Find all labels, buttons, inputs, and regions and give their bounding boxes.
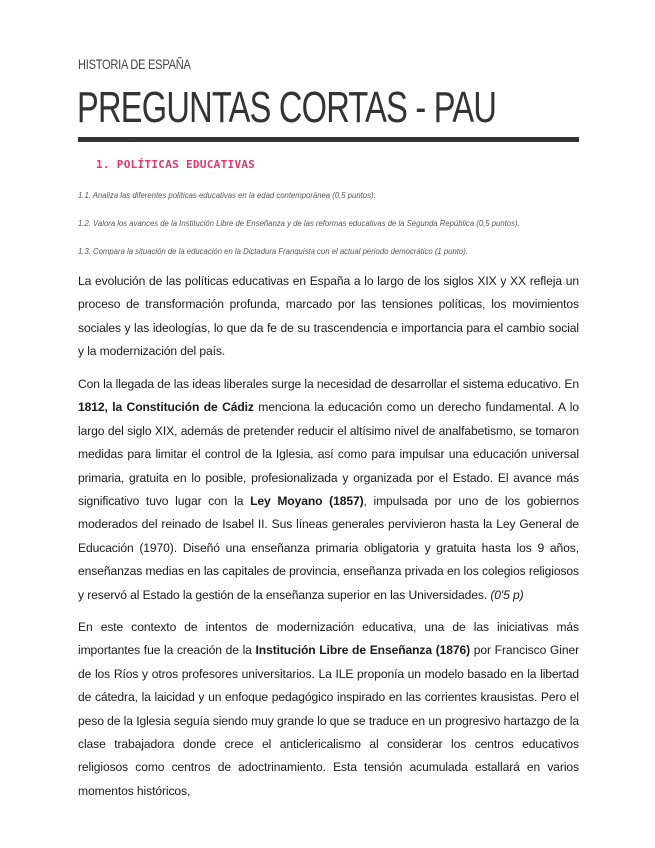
question-item: 1.3. Compara la situación de la educación en la Dictadura Franquista con el actual periodo democrático (1 punto).	[78, 246, 468, 256]
paragraph-ile	[78, 616, 579, 803]
paragraph-liberal-reforms	[78, 373, 579, 607]
bold-term: Institución Libre de Enseñanza (1876)	[255, 643, 471, 658]
paragraph-text: menciona la educación como un derecho fundamental. A lo largo del siglo XIX, además de pretender reducir el altísimo nivel de analfabetismo, se tomaron medidas para limitar el control de la Iglesia, así como para impulsar una educación universal primaria, gratuita en lo posible, profesionalizada y organizada por el Estado. El avance más significativo tuvo lugar con la	[78, 400, 579, 509]
title-divider	[78, 137, 579, 142]
bold-term: Ley Moyano (1857)	[250, 494, 364, 509]
paragraph-text: , impulsada por uno de los gobiernos moderados del reinado de Isabel II. Sus líneas generales pervivieron hasta la Ley General de Educación (1970). Diseñó una enseñanza primaria obligatoria y gratuita hasta los 9 años, enseñanzas medias en las capitales de provincia, enseñanza privada en los colegios religiosos y reservó al Estado la gestión de la enseñanza superior en las Universidades.	[78, 494, 580, 602]
bold-term: 1812, la Constitución de Cádiz	[78, 400, 254, 415]
question-item: 1.2. Valora los avances de la Institución Libre de Enseñanza y de las reformas educativas de la Segunda República (0,5 puntos).	[78, 218, 520, 228]
paragraph-text: En este contexto de intentos de modernización educativa, una de las iniciativas más importantes fue la creación de la	[78, 620, 579, 658]
paragraph-text: por Francisco Giner de los Ríos y otros profesores universitarios. La ILE proponía un modelo basado en la libertad de cátedra, la laicidad y un enfoque pedagógico inspirado en las corrientes krausistas. Pero el peso de la Iglesia seguía siendo muy grande lo que se traduce en un progresivo hartazgo de la clase trabajadora donde crece el anticlericalismo al considerar los centros educativos religiosos como centros de adoctrinamiento. Esta tensión acumulada estallará en varios momentos históricos,	[78, 643, 579, 798]
subject-label: HISTORIA DE ESPAÑA	[78, 57, 191, 72]
paragraph-intro: La evolución de las políticas educativas en España a lo largo de los siglos XIX y XX refleja un proceso de transformación profunda, marcado por las tensiones políticas, los movimientos sociales y las ideologías, lo que da fe de su trascendencia e importancia para el cambio social y la modernización del país.	[78, 274, 579, 359]
paragraph-text: Con la llegada de las ideas liberales surge la necesidad de desarrollar el sistema educativo. En	[78, 377, 579, 391]
score-note: (0'5 p)	[490, 587, 524, 602]
question-item: 1.1. Analiza las diferentes políticas educativas en la edad contemporánea (0,5 puntos).	[78, 190, 376, 200]
section-heading: 1. POLÍTICAS EDUCATIVAS	[96, 158, 256, 171]
page-title: PREGUNTAS CORTAS - PAU	[77, 83, 497, 132]
